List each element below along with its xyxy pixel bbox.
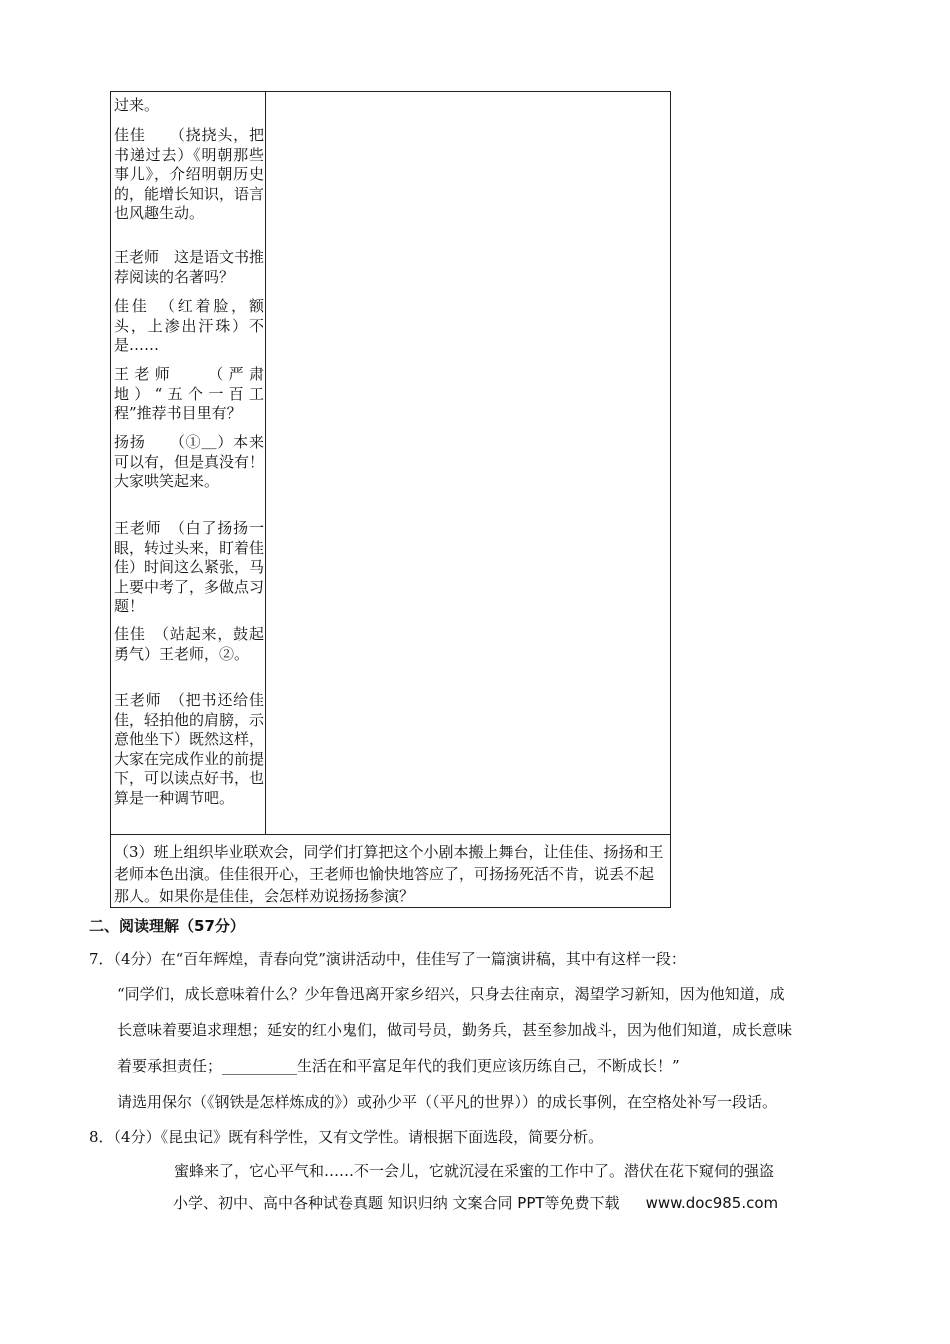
page-footer bbox=[173, 1192, 778, 1213]
question-8-excerpt: 蜜蜂来了，它心平气和……不一会儿，它就沉浸在采蜜的工作中了。潜伏在花下窥伺的强盗 bbox=[174, 1162, 775, 1180]
dialogue-line: 王老师 （把书还给佳佳，轻拍他的肩膀，示意他坐下）既然这样，大家在完成作业的前提下，可以读点好书，也算是一种调节吧。 bbox=[114, 691, 265, 807]
script-dialogue-column bbox=[111, 92, 266, 834]
question-7-quote-line: 着要承担责任；__________生活在和平富足年代的我们更应该历练自己，不断成长！” bbox=[117, 1057, 680, 1075]
dialogue-line: 佳佳 （红着脸，额头，上渗出汗珠）不是…… bbox=[114, 297, 264, 354]
question-7-quote-line: 长意味着要追求理想；延安的红小鬼们，做司号员，勤务兵，甚至参加战斗，因为他们知道，成长意味 bbox=[117, 1021, 793, 1039]
question-3-text: （3）班上组织毕业联欢会，同学们打算把这个小剧本搬上舞台，让佳佳、扬扬和王老师本色出演。佳佳很开心，王老师也愉快地答应了，可扬扬死活不肯，说丢不起那人。如果你是佳佳，会怎样劝说扬扬参演？ bbox=[114, 843, 664, 905]
dialogue-line: 过来。 bbox=[114, 96, 160, 114]
question-8-head: 8．（4分）《昆虫记》既有科学性，又有文学性。请根据下面选段，简要分析。 bbox=[89, 1128, 604, 1146]
question-7-instruction: 请选用保尔（《钢铁是怎样炼成的》）或孙少平（（平凡的世界））的成长事例，在空格处补写一段话。 bbox=[117, 1093, 778, 1111]
footer-text: 小学、初中、高中各种试卷真题 知识归纳 文案合同 PPT等免费下载 bbox=[173, 1194, 620, 1212]
question-3-row bbox=[111, 834, 670, 907]
dialogue-line: 王老师 （严肃地）“五个一百工程”推荐书目里有？ bbox=[114, 365, 264, 422]
question-7-quote-line: “同学们，成长意味着什么？少年鲁迅离开家乡绍兴，只身去往南京，渴望学习新知，因为他知道，成 bbox=[117, 985, 785, 1003]
dialogue-line: 王老师 这是语文书推荐阅读的名著吗？ bbox=[114, 248, 265, 286]
script-table bbox=[110, 91, 671, 908]
dialogue-line: 王老师 （白了扬扬一眼，转过头来，盯着佳佳）时间这么紧张，马上要中考了，多做点习题！ bbox=[114, 519, 265, 615]
dialogue-line: 扬扬 （①＿）本来可以有，但是真没有！大家哄笑起来。 bbox=[114, 433, 265, 490]
dialogue-line: 佳佳 （站起来，鼓起勇气）王老师，②。 bbox=[114, 625, 264, 663]
question-7-head: 7．（4分）在“百年辉煌，青春向党”演讲活动中，佳佳写了一篇演讲稿，其中有这样一段： bbox=[89, 950, 686, 968]
section-title: 二、阅读理解（57分） bbox=[89, 917, 245, 935]
dialogue-line: 佳佳 （挠挠头，把书递过去）《明朝那些事儿》，介绍明朝历史的，能增长知识，语言也风趣生动。 bbox=[114, 126, 265, 222]
footer-url[interactable]: www.doc985.com bbox=[645, 1194, 779, 1212]
